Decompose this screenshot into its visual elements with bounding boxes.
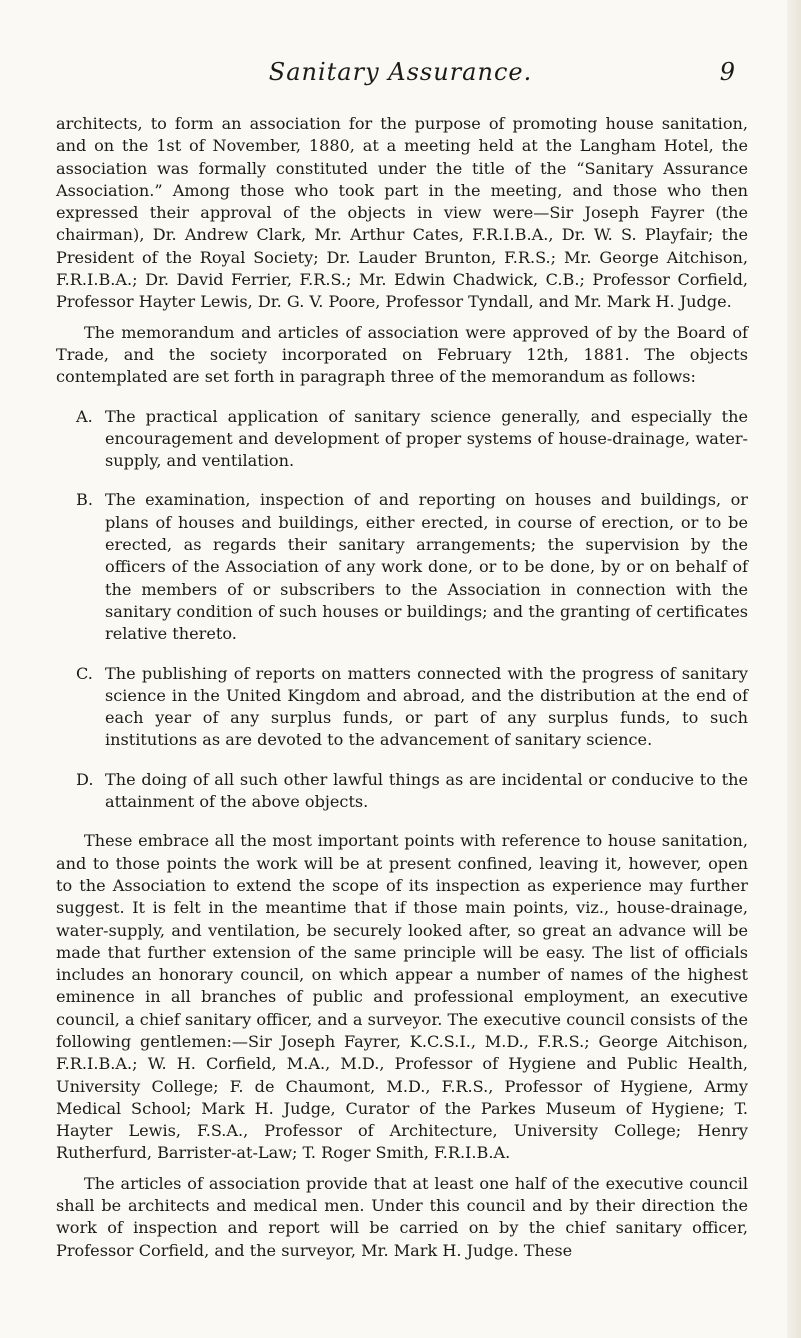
paragraph-continued: architects, to form an association for the purpose of promoting house sanitation, and on the 1st of November, 1880, at a meeting held at the Langham Hotel, the association was formally constituted under the title of the “Sanitary Assurance Association.” Among those who took part in the meeting, and those who then expressed their approval of the objects in view were—Sir Joseph Fayrer (the chairman), Dr. Andrew Clark, Mr. Arthur Cates, F.R.I.B.A., Dr. W. S. Playfair; the President of the Royal Society; Dr. Lauder Brunton, F.R.S.; Mr. George Aitchison, F.R.I.B.A.; Dr. David Ferrier, F.R.S.; Mr. Edwin Chadwick, C.B.; Professor Corfield, Professor Hayter Lewis, Dr. G. V. Poore, Professor Tyndall, and Mr. Mark H. Judge. bbox=[56, 114, 748, 312]
object-text: The publishing of reports on matters connected with the progress of sanitary science in the United Kingdom and abroad, and the distribution at the end of each year of any surplus funds, or part of any surplus funds, to such institutions as are devoted to the advancement of sanitary science. bbox=[105, 663, 748, 750]
page-header bbox=[0, 58, 801, 98]
object-label: C. bbox=[76, 663, 93, 683]
paragraph-executive-council: These embrace all the most important points with reference to house sanitation, and to those points the work will be at present confined, leaving it, however, open to the Association to extend the scope of its inspection as experience may further suggest. It is felt in the meantime that if those main points, viz., house-drainage, water-supply, and ventilation, be securely looked after, so great an advance will be made that further extension of the same principle will be easy. The list of officials includes an honorary council, on which appear a number of names of the highest eminence in all branches of public and professional employment, an executive council, a chief sanitary officer, and a surveyor. The executive council consists of the following gentlemen:—Sir Joseph Fayrer, K.C.S.I., M.D., F.R.S.; George Aitchison, F.R.I.B.A.; W. H. Corfield, M.A., M.D., Professor of Hygiene and Public Health, University College; F. de Chaumont, M.D., F.R.S., Professor of Hygiene, Army Medical School; Mark H. Judge, Curator of the Parkes Museum of Hygiene; T. Hayter Lewis, F.S.A., Professor of Architecture, University College; Henry Rutherfurd, Barrister-at-Law; T. Roger Smith, F.R.I.B.A. bbox=[56, 831, 748, 1163]
page-gutter-shadow bbox=[787, 0, 801, 1338]
object-label: D. bbox=[76, 769, 94, 789]
object-label: A. bbox=[76, 406, 93, 426]
object-text: The practical application of sanitary science generally, and especially the encouragement and development of proper systems of house-drainage, water-supply, and ventilation. bbox=[105, 406, 748, 471]
paragraph-memorandum: The memorandum and articles of association were approved of by the Board of Trade, and the society incorporated on February 12th, 1881. The objects contemplated are set forth in paragraph three of the memorandum as follows: bbox=[56, 322, 748, 387]
object-item-a bbox=[56, 406, 748, 473]
object-item-d bbox=[56, 769, 748, 814]
object-label: B. bbox=[76, 490, 93, 510]
page-body bbox=[56, 113, 748, 1262]
object-item-b bbox=[56, 489, 748, 645]
object-text: The examination, inspection of and reporting on houses and buildings, or plans of houses and buildings, either erected, in course of erection, or to be erected, as regards their sanitary arrangements; the supervision by the officers of the Association of any work done, or to be done, by or on behalf of the members of or subscribers to the Association in connection with the sanitary condition of such houses or buildings; and the granting of certificates relative thereto. bbox=[105, 490, 748, 644]
running-head: Sanitary Assurance. bbox=[268, 58, 533, 86]
paragraph-articles: The articles of association provide that at least one half of the executive council shall be architects and medical men. Under this council and by their direction the work of inspection and report will be carried on by the chief sanitary officer, Professor Corfield, and the surveyor, Mr. Mark H. Judge. These bbox=[56, 1173, 748, 1260]
object-text: The doing of all such other lawful things as are incidental or conducive to the attainment of the above objects. bbox=[105, 769, 748, 812]
object-item-c bbox=[56, 663, 748, 752]
page-number: 9 bbox=[719, 58, 735, 86]
